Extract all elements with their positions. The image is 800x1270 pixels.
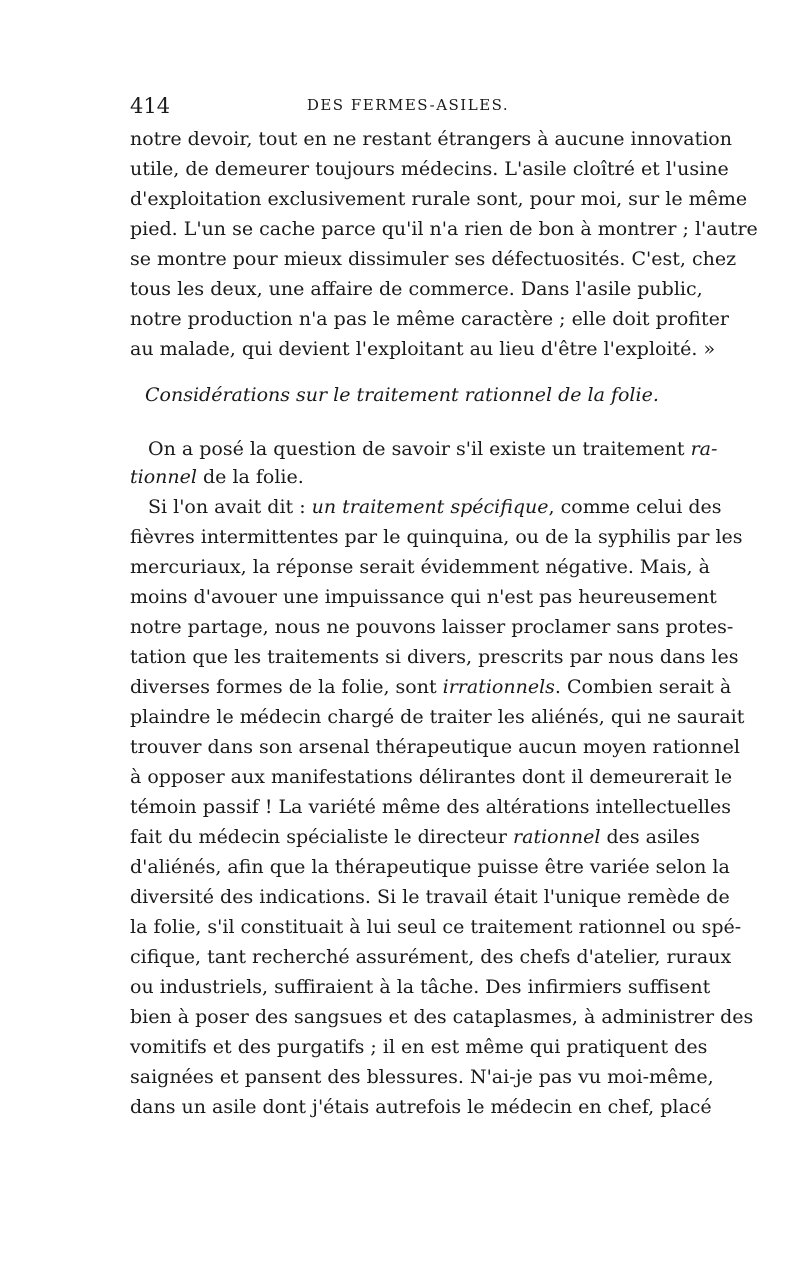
text-line: saignées et pansent des blessures. N'ai-je pas vu moi-même, [130, 1066, 714, 1088]
text-line: trouver dans son arsenal thérapeutique aucun moyen rationnel [130, 736, 740, 758]
text-run: fait du médecin spécialiste le directeur [130, 826, 514, 848]
text-run: diverses formes de la folie, sont [130, 676, 443, 698]
text-run: , comme celui des [548, 496, 722, 518]
text-line: pied. L'un se cache parce qu'il n'a rien de bon à montrer ; l'autre [130, 218, 758, 240]
text-line [130, 672, 732, 702]
italic-run: un traitement spécifique [311, 496, 549, 518]
text-line [148, 434, 718, 464]
text-line [148, 492, 722, 522]
text-run: . Combien serait à [554, 676, 732, 698]
text-line: dans un asile dont j'étais autrefois le médecin en chef, placé [130, 1096, 712, 1118]
text-run: On a posé la question de savoir s'il existe un traitement [148, 438, 685, 460]
text-run: Si l'on avait dit : [148, 496, 312, 518]
section-heading: Considérations sur le traitement rationnel de la folie. [145, 384, 659, 406]
text-line: vomitifs et des purgatifs ; il en est même qui pratiquent des [130, 1036, 708, 1058]
italic-run: irrationnels [442, 676, 555, 698]
text-line: notre devoir, tout en ne restant étrangers à aucune innovation [130, 128, 732, 150]
text-line: au malade, qui devient l'exploitant au lieu d'être l'exploité. » [130, 338, 716, 360]
text-line: bien à poser des sangsues et des cataplasmes, à administrer des [130, 1006, 754, 1028]
text-line: utile, de demeurer toujours médecins. L'asile cloîtré et l'usine [130, 158, 729, 180]
text-line: ou industriels, suffiraient à la tâche. Des infirmiers suffisent [130, 976, 711, 998]
text-line: cifique, tant recherché assurément, des chefs d'atelier, ruraux [130, 946, 732, 968]
text-line: à opposer aux manifestations délirantes dont il demeurerait le [130, 766, 733, 788]
italic-run: ra- [690, 438, 718, 460]
running-title: DES FERMES-ASILES. [306, 96, 510, 114]
text-line [130, 822, 700, 852]
italic-run: rationnel [513, 826, 601, 848]
text-line: mercuriaux, la réponse serait évidemment négative. Mais, à [130, 556, 710, 578]
text-line: témoin passif ! La variété même des altérations intellectuelles [130, 796, 731, 818]
text-line: moins d'avouer une impuissance qui n'est pas heureusement [130, 586, 717, 608]
text-line: diversité des indications. Si le travail était l'unique remède de [130, 886, 730, 908]
page-number: 414 [130, 94, 171, 118]
text-run: des asiles [600, 826, 700, 848]
text-line: tous les deux, une affaire de commerce. Dans l'asile public, [130, 278, 703, 300]
text-line: notre production n'a pas le même caractère ; elle doit profiter [130, 308, 729, 330]
text-line: notre partage, nous ne pouvons laisser proclamer sans protes- [130, 616, 734, 638]
text-line: la folie, s'il constituait à lui seul ce traitement rationnel ou spé- [130, 916, 742, 938]
italic-run: tionnel [130, 466, 197, 488]
text-line: se montre pour mieux dissimuler ses défectuosités. C'est, chez [130, 248, 737, 270]
page-header [130, 94, 686, 118]
text-line: d'aliénés, afin que la thérapeutique puisse être variée selon la [130, 856, 730, 878]
text-line: plaindre le médecin chargé de traiter les aliénés, qui ne saurait [130, 706, 745, 728]
text-line: tation que les traitements si divers, prescrits par nous dans les [130, 646, 739, 668]
text-line: d'exploitation exclusivement rurale sont, pour moi, sur le même [130, 188, 748, 210]
text-line [130, 462, 682, 492]
text-line: fièvres intermittentes par le quinquina, ou de la syphilis par les [130, 526, 743, 548]
text-run: de la folie. [196, 466, 304, 488]
